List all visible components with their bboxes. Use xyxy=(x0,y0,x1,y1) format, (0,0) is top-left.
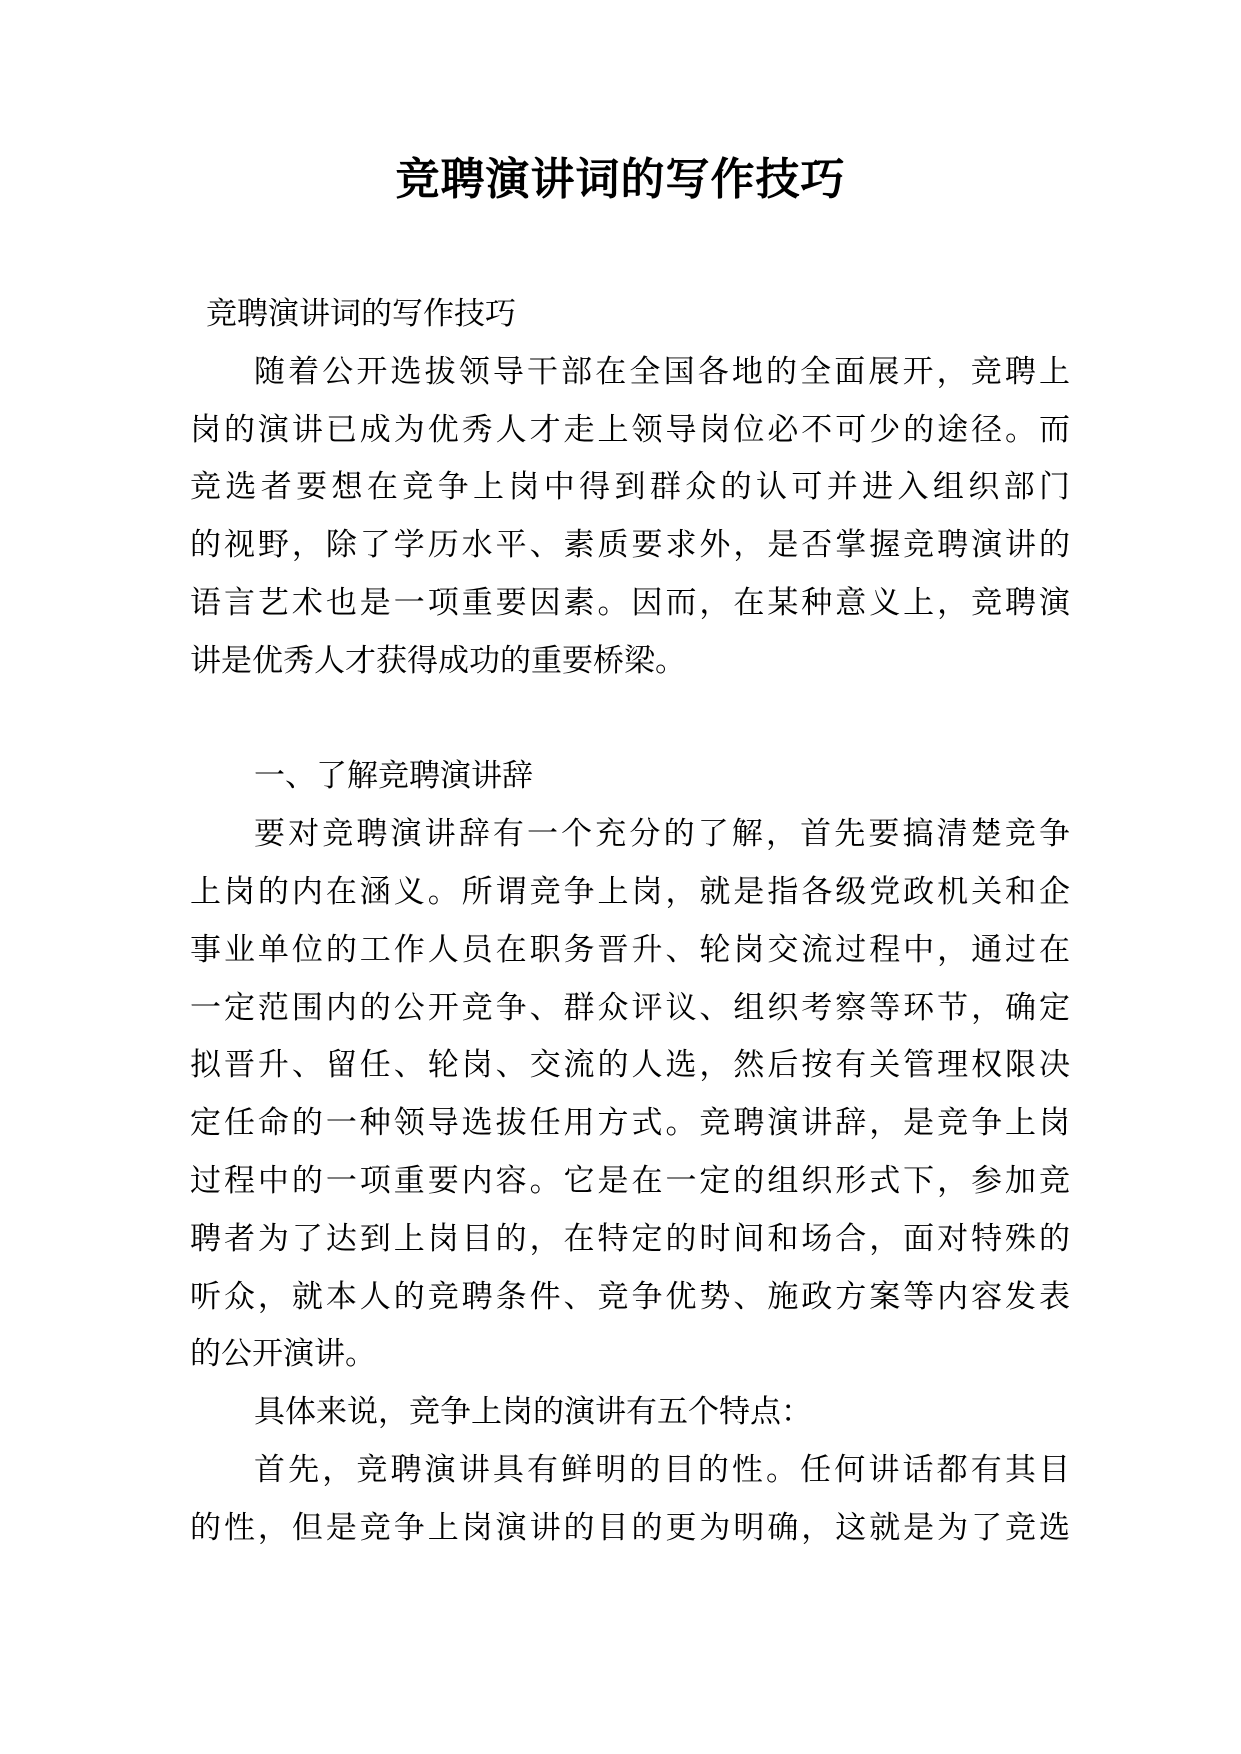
paragraph-line: 的性，但是竞争上岗演讲的目的更为明确，这就是为了竞选 xyxy=(190,1509,1070,1546)
paragraph-line: 上岗的内在涵义。所谓竞争上岗，就是指各级党政机关和企 xyxy=(190,873,1070,910)
paragraph-line: 的视野，除了学历水平、素质要求外，是否掌握竞聘演讲的 xyxy=(190,527,1070,564)
paragraph-line: 讲是优秀人才获得成功的重要桥梁。 xyxy=(190,642,686,679)
paragraph-line: 具体来说，竞争上岗的演讲有五个特点： xyxy=(254,1394,812,1431)
paragraph-line: 一定范围内的公开竞争、群众评议、组织考察等环节，确定 xyxy=(190,989,1070,1026)
document-title: 竞聘演讲词的写作技巧 xyxy=(395,154,846,205)
section-heading: 一、了解竞聘演讲辞 xyxy=(254,758,533,795)
paragraph-line: 听众，就本人的竞聘条件、竞争优势、施政方案等内容发表 xyxy=(190,1278,1070,1315)
paragraph-gap xyxy=(190,691,1070,749)
paragraph-line: 随着公开选拔领导干部在全国各地的全面展开，竞聘上 xyxy=(254,353,1070,390)
paragraph-line: 拟晋升、留任、轮岗、交流的人选，然后按有关管理权限决 xyxy=(190,1047,1070,1084)
paragraph-line: 首先，竞聘演讲具有鲜明的目的性。任何讲话都有其目 xyxy=(254,1451,1070,1488)
subtitle-line: 竞聘演讲词的写作技巧 xyxy=(206,296,516,332)
paragraph-line: 岗的演讲已成为优秀人才走上领导岗位必不可少的途径。而 xyxy=(190,411,1070,448)
document-body xyxy=(190,286,1070,1558)
paragraph-line: 的公开演讲。 xyxy=(190,1336,376,1373)
paragraph-line: 竞选者要想在竞争上岗中得到群众的认可并进入组织部门 xyxy=(190,469,1070,506)
paragraph-line: 要对竞聘演讲辞有一个充分的了解，首先要搞清楚竞争 xyxy=(254,816,1070,853)
paragraph-line: 聘者为了达到上岗目的，在特定的时间和场合，面对特殊的 xyxy=(190,1220,1070,1257)
paragraph-line: 过程中的一项重要内容。它是在一定的组织形式下，参加竞 xyxy=(190,1162,1070,1199)
paragraph-line: 事业单位的工作人员在职务晋升、轮岗交流过程中，通过在 xyxy=(190,931,1070,968)
paragraph-line: 定任命的一种领导选拔任用方式。竞聘演讲辞，是竞争上岗 xyxy=(190,1105,1070,1142)
paragraph-line: 语言艺术也是一项重要因素。因而，在某种意义上，竞聘演 xyxy=(190,584,1070,621)
